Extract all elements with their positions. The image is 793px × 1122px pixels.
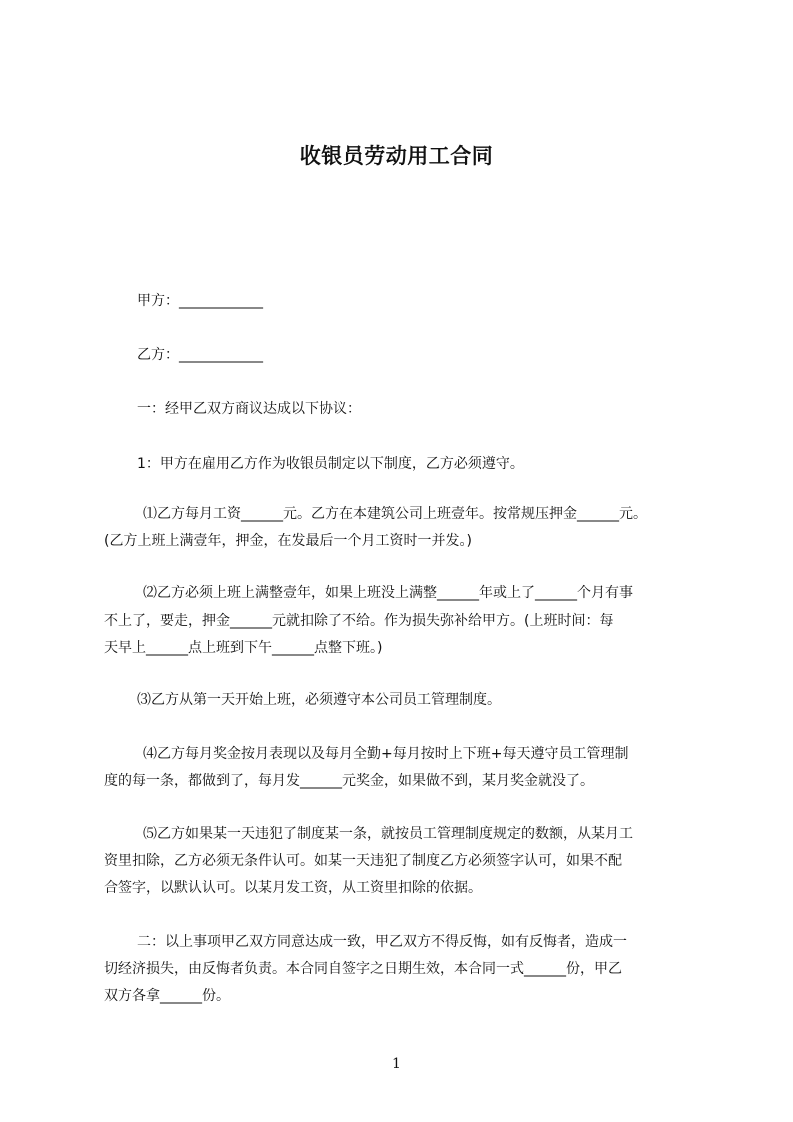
item-3: ⑶乙方从第一天开始上班，必须遵守本公司员工管理制度。 bbox=[137, 692, 501, 708]
section-2-line-3: 双方各拿______份。 bbox=[104, 988, 230, 1004]
item-2-line-3: 天早上______点上班到下午______点整下班。) bbox=[104, 640, 383, 656]
contract-title: 收银员劳动用工合同 bbox=[299, 144, 494, 168]
item-2-line-2: 不上了，要走，押金______元就扣除了不给。作为损失弥补给甲方。(上班时间：每 bbox=[104, 613, 614, 629]
item-4-line-2: 度的每一条，都做到了，每月发______元奖金，如果做不到，某月奖金就没了。 bbox=[104, 773, 594, 789]
section-2-line-1: 二：以上事项甲乙双方同意达成一致，甲乙双方不得反悔，如有反悔者，造成一 bbox=[137, 934, 627, 950]
item-5-line-3: 合签字，以默认认可。以某月发工资，从工资里扣除的依据。 bbox=[104, 880, 482, 896]
item-5-line-1: ⑸乙方如果某一天违犯了制度某一条，就按员工管理制度规定的数额，从某月工 bbox=[143, 826, 633, 842]
section-2-line-2: 切经济损失，由反悔者负责。本合同自签字之日期生效，本合同一式______份，甲乙 bbox=[104, 961, 622, 977]
page-number: 1 bbox=[392, 1056, 401, 1072]
party-a-line: 甲方：____________ bbox=[137, 293, 263, 309]
party-b-line: 乙方：____________ bbox=[137, 347, 263, 363]
item-5-line-2: 资里扣除，乙方必须无条件认可。如某一天违犯了制度乙方必须签字认可，如果不配 bbox=[104, 853, 622, 869]
clause-1: 1：甲方在雇用乙方作为收银员制定以下制度，乙方必须遵守。 bbox=[137, 456, 524, 472]
item-4-line-1: ⑷乙方每月奖金按月表现以及每月全勤+每月按时上下班+每天遵守员工管理制 bbox=[143, 746, 629, 762]
item-1-line-2: (乙方上班上满壹年，押金，在发最后一个月工资时一并发。) bbox=[104, 533, 472, 549]
item-1-line-1: ⑴乙方每月工资______元。乙方在本建筑公司上班壹年。按常规压押金______元。 bbox=[143, 506, 647, 522]
section-1-heading: 一：经甲乙双方商议达成以下协议： bbox=[137, 401, 361, 417]
item-2-line-1: ⑵乙方必须上班上满整壹年，如果上班没上满整______年或上了______个月有事 bbox=[143, 585, 633, 601]
